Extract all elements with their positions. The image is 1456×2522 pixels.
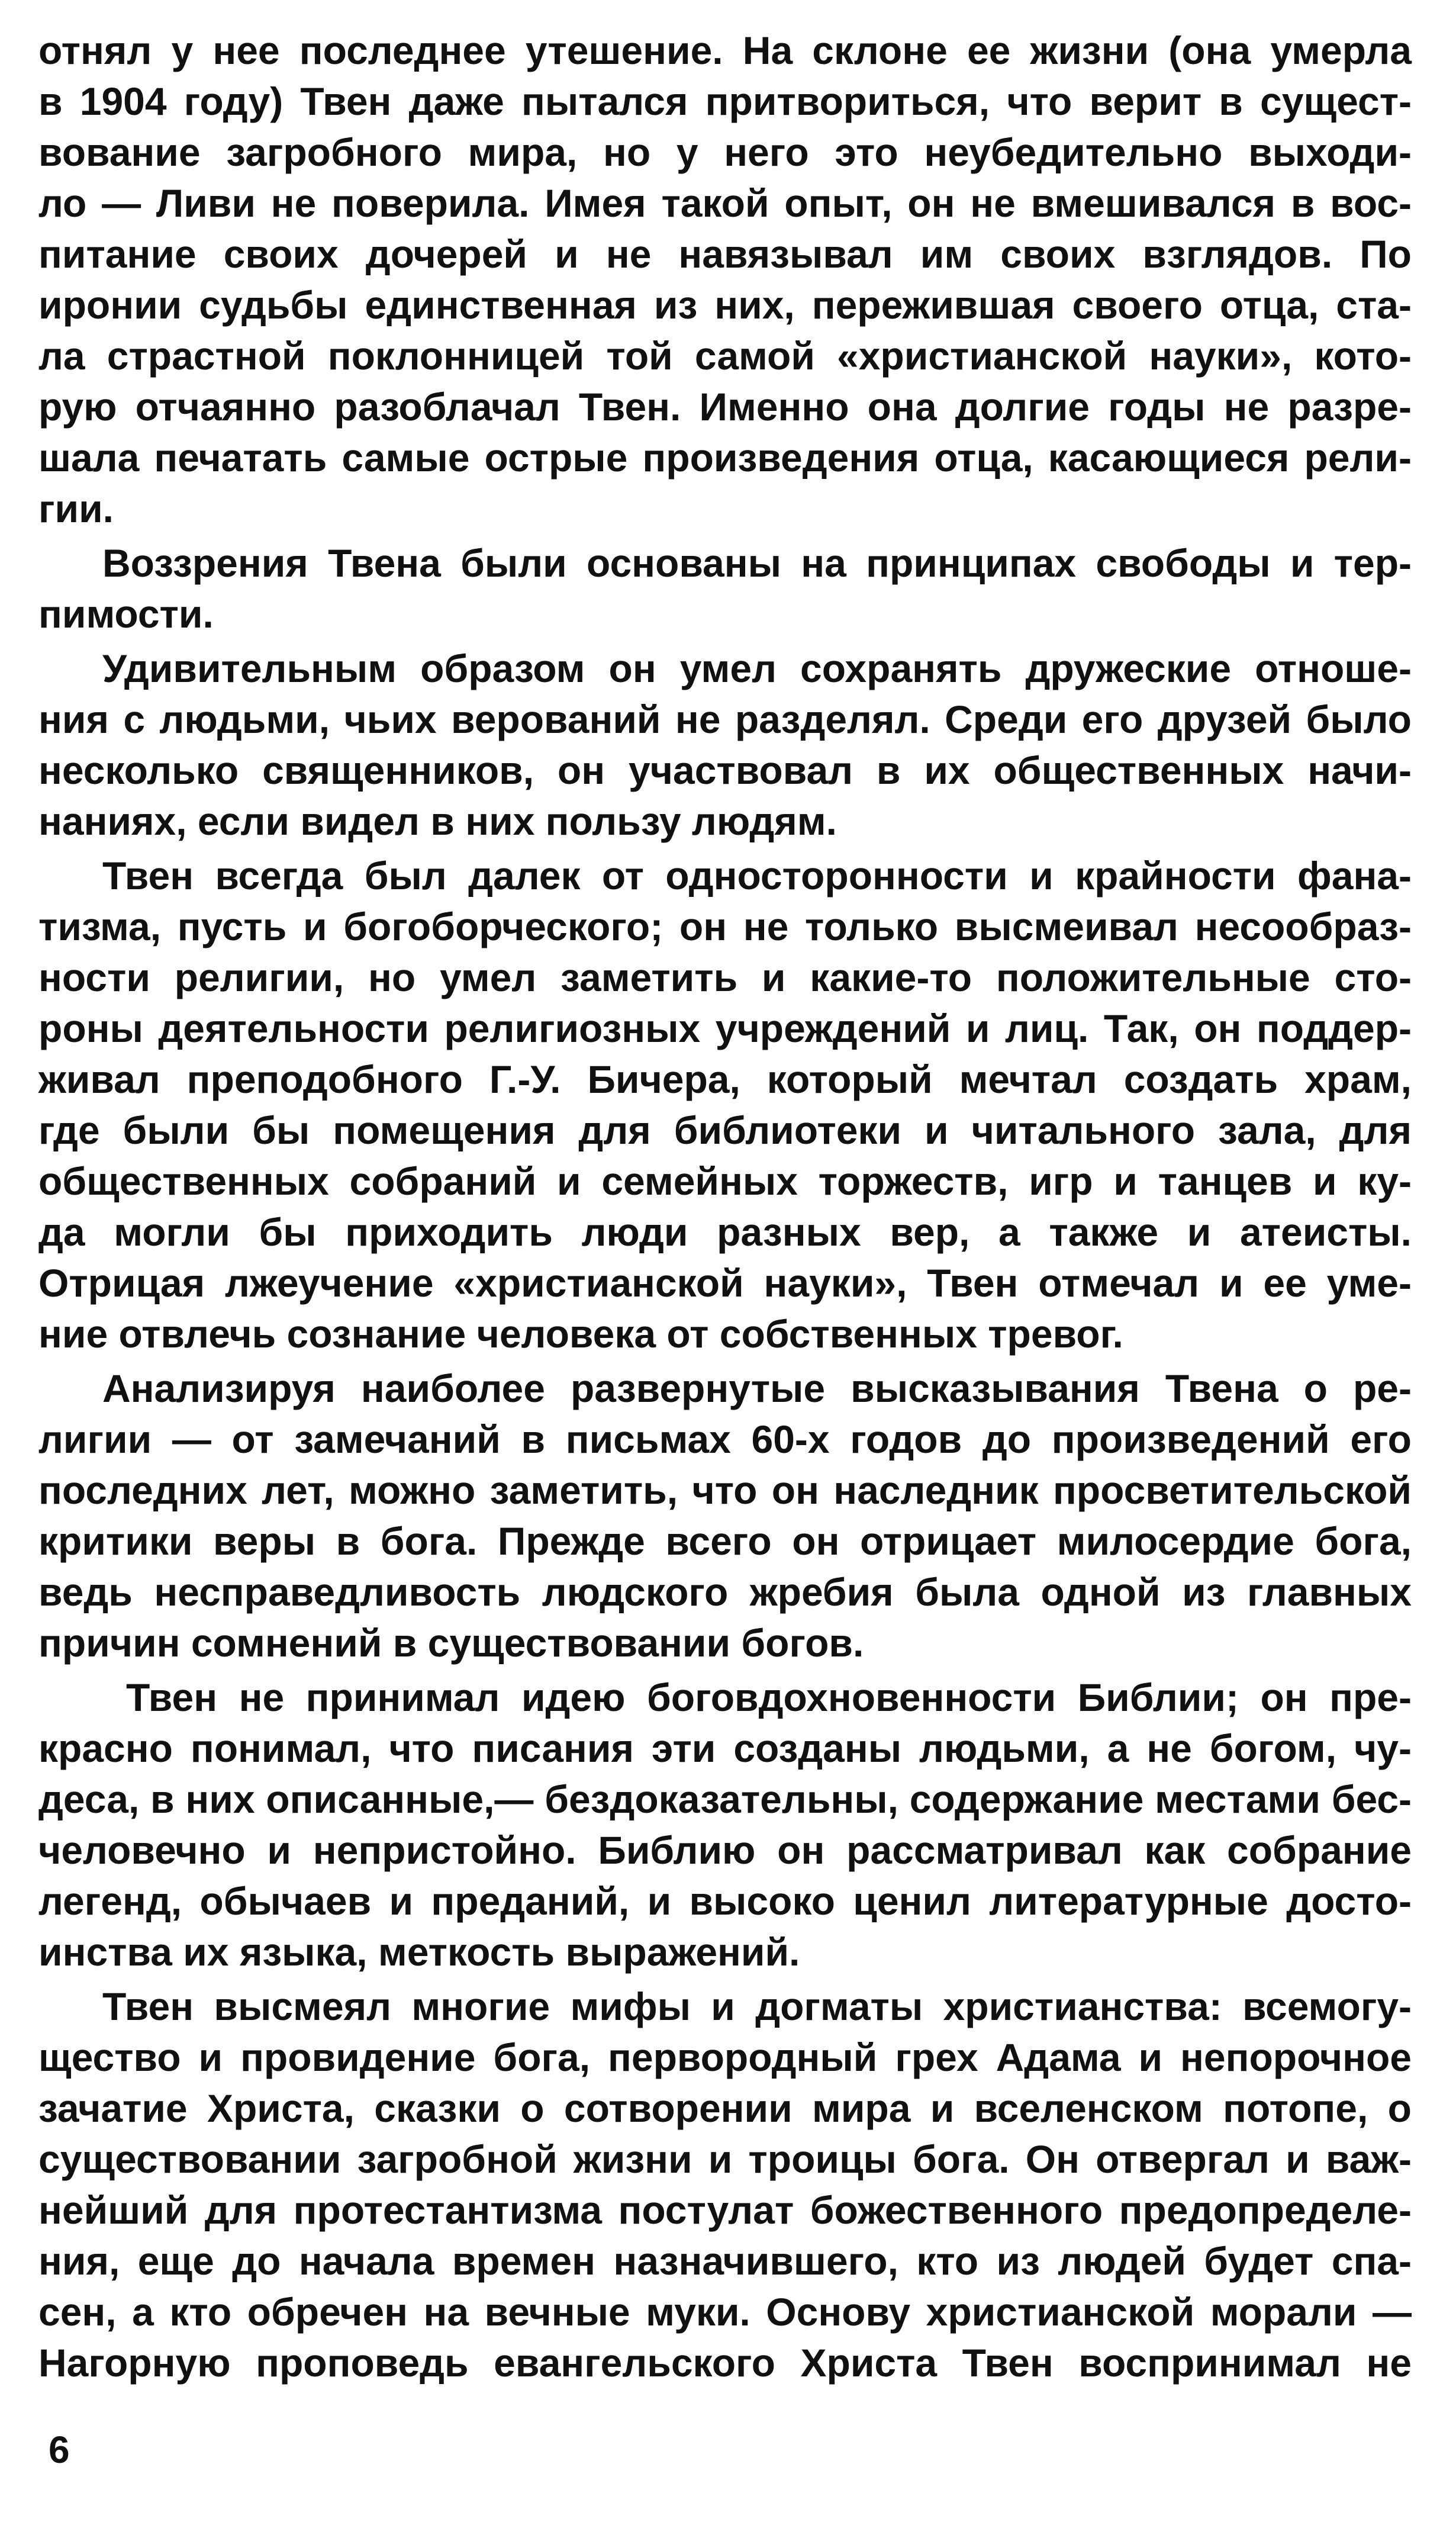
text-line: зачатие Христа, сказки о сотворении мира и вселенском потопе, о	[38, 2086, 1412, 2130]
text-line: ния с людьми, чьих верований не разделял. Среди его друзей было	[38, 697, 1412, 741]
paragraph	[38, 1981, 1412, 2388]
text-line: ния, еще до начала времен назначившего, кто из людей будет спа-	[38, 2239, 1412, 2283]
text-line: щество и провидение бога, первородный грех Адама и непорочное	[38, 2035, 1412, 2079]
body-text	[38, 25, 1412, 2388]
text-line: Воззрения Твена были основаны на принципах свободы и тер-	[102, 541, 1412, 585]
text-line: нейший для протестантизма постулат божественного предопределе-	[38, 2188, 1412, 2232]
text-line: гии.	[38, 487, 114, 530]
page-number: 6	[49, 2428, 70, 2471]
text-line: Анализируя наиболее развернутые высказывания Твена о ре-	[102, 1366, 1412, 1410]
text-line: легенд, обычаев и преданий, и высоко ценил литературные досто-	[38, 1879, 1412, 1923]
text-line: красно понимал, что писания эти созданы людьми, а не богом, чу-	[38, 1726, 1412, 1770]
text-line: иронии судьбы единственная из них, пережившая своего отца, ста-	[38, 283, 1412, 327]
text-line: сен, а кто обречен на вечные муки. Основу христианской морали —	[38, 2290, 1412, 2334]
paragraph	[38, 643, 1412, 847]
text-line: Твен всегда был далек от односторонности и крайности фана-	[102, 854, 1412, 898]
text-line: причин сомнений в существовании богов.	[38, 1621, 864, 1665]
paragraph	[38, 25, 1412, 534]
paragraph	[38, 850, 1412, 1359]
text-line: пимости.	[38, 592, 214, 636]
text-line: критики веры в бога. Прежде всего он отрицает милосердие бога,	[38, 1519, 1412, 1563]
text-line: живал преподобного Г.-У. Бичера, который мечтал создать храм,	[38, 1057, 1412, 1101]
text-line: Отрицая лжеучение «христианской науки», Твен отмечал и ее уме-	[38, 1261, 1412, 1305]
text-line: лигии — от замечаний в письмах 60-х годов до произведений его	[38, 1417, 1412, 1461]
text-line: существовании загробной жизни и троицы бога. Он отвергал и важ-	[38, 2137, 1412, 2181]
text-line: в 1904 году) Твен даже пытался притвориться, что верит в сущест-	[38, 79, 1412, 123]
paragraph	[38, 1363, 1412, 1668]
text-line: наниях, если видел в них пользу людям.	[38, 799, 837, 843]
paragraph	[38, 1672, 1412, 1977]
text-line: несколько священников, он участвовал в их общественных начи-	[38, 748, 1412, 792]
text-line: роны деятельности религиозных учреждений и лиц. Так, он поддер-	[38, 1006, 1412, 1050]
text-line: последних лет, можно заметить, что он наследник просветительской	[38, 1468, 1412, 1512]
text-line: отнял у нее последнее утешение. На склоне ее жизни (она умерла	[38, 28, 1412, 72]
text-line: ла страстной поклонницей той самой «христианской науки», кото-	[38, 334, 1412, 378]
text-line: шала печатать самые острые произведения отца, касающиеся рели-	[38, 436, 1412, 480]
text-line: человечно и непристойно. Библию он рассматривал как собрание	[38, 1828, 1412, 1872]
text-line: вование загробного мира, но у него это неубедительно выходи-	[38, 130, 1412, 174]
text-line: деса, в них описанные,— бездоказательны, содержание местами бес-	[38, 1777, 1412, 1821]
paragraph	[38, 538, 1412, 639]
text-line: ности религии, но умел заметить и какие-то положительные сто-	[38, 956, 1412, 999]
text-line: ведь несправедливость людского жребия была одной из главных	[38, 1570, 1412, 1614]
text-line: где были бы помещения для библиотеки и читального зала, для	[38, 1108, 1412, 1152]
text-line: Твен не принимал идею боговдохновенности Библии; он пре-	[126, 1675, 1412, 1719]
text-line: да могли бы приходить люди разных вер, а также и атеисты.	[38, 1210, 1412, 1254]
text-line: рую отчаянно разоблачал Твен. Именно она долгие годы не разре-	[38, 385, 1412, 429]
text-line: Твен высмеял многие мифы и догматы христианства: всемогу-	[102, 1984, 1412, 2028]
text-line: Удивительным образом он умел сохранять дружеские отноше-	[102, 646, 1412, 690]
text-line: общественных собраний и семейных торжеств, игр и танцев и ку-	[38, 1159, 1412, 1203]
text-line: ние отвлечь сознание человека от собственных тревог.	[38, 1312, 1123, 1356]
text-line: питание своих дочерей и не навязывал им своих взглядов. По	[38, 232, 1412, 276]
text-line: Нагорную проповедь евангельского Христа Твен воспринимал не	[38, 2341, 1412, 2385]
text-line: инства их языка, меткость выражений.	[38, 1930, 800, 1974]
text-line: тизма, пусть и богоборческого; он не только высмеивал несообраз-	[38, 905, 1412, 948]
text-line: ло — Ливи не поверила. Имея такой опыт, он не вмешивался в вос-	[38, 181, 1412, 225]
